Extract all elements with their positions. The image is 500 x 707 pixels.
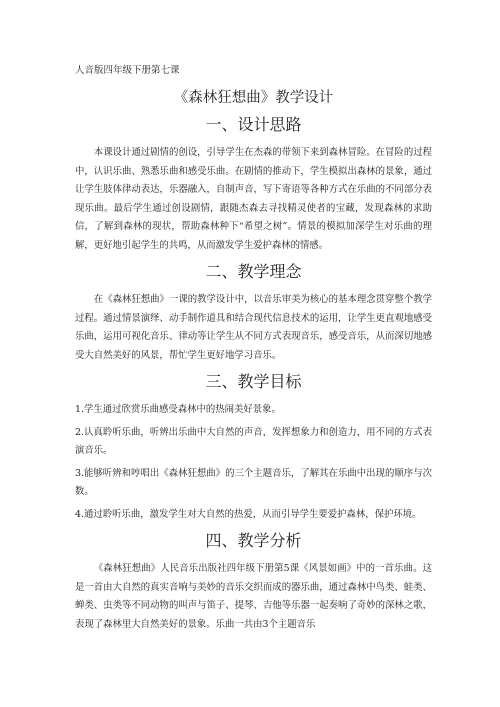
lesson-header: 人音版四年级下册第七课 bbox=[75, 65, 180, 76]
document-title: 《森林狂想曲》教学设计 bbox=[173, 90, 334, 106]
section-teaching-analysis bbox=[75, 530, 432, 634]
list-item: 4.通过聆听乐曲，激发学生对大自然的热爱，从而引导学生要爱护森林，保护环境。 bbox=[75, 508, 422, 520]
section-teaching-concept bbox=[75, 261, 432, 365]
section-heading: 四、教学分析 bbox=[205, 531, 302, 550]
section-teaching-goals bbox=[75, 371, 432, 524]
goal-list bbox=[75, 401, 432, 524]
paragraph: 《森林狂想曲》人民音乐出版社四年级下册第5课《风景如画》中的一首乐曲。这是一首由大自然的真实音响与美妙的音乐交织而成的器乐曲，通过森林中鸟类、蛙类、蝉类、虫类等不同动物的叫声与笛子、提琴、吉他等乐器一起奏响了奇妙的深林之歌，表现了森林里大自然美好的景象。乐曲一共由3个主题音乐 bbox=[75, 563, 432, 630]
paragraph: 本课设计通过剧情的创设，引导学生在杰森的带领下来到森林冒险。在冒险的过程中，认识乐曲、熟悉乐曲和感受乐曲。在剧情的推动下，学生模拟出森林的景象，通过让学生肢体律动表达，乐器融入，自制声音，写下寄语等各种方式在乐曲的不同部分表现乐曲。最后学生通过创设剧情，跟随杰森去寻找精灵使者的宝藏，发现森林的求助信，了解到森林的现状，帮助森林种下“希望之树”。情景的模拟加深学生对乐曲的理解，更好地引起学生的共鸣，从而激发学生爱护森林的情感。 bbox=[75, 147, 432, 251]
paragraph: 在《森林狂想曲》一课的教学设计中，以音乐审美为核心的基本理念贯穿整个教学过程。通过情景演绎、动手制作道具和结合现代信息技术的运用，让学生更直观地感受乐曲，运用可视化音乐、律动等让学生从不同方式表现音乐，感受音乐，从而深切地感受大自然美好的风景，帮忙学生更好地学习音乐。 bbox=[75, 294, 432, 361]
section-heading: 一、设计思路 bbox=[205, 115, 302, 134]
list-item: 3.能够听辨和哼唱出《森林狂想曲》的三个主题音乐，了解其在乐曲中出现的顺序与次数。 bbox=[75, 467, 432, 497]
section-heading: 二、教学理念 bbox=[205, 262, 302, 281]
section-design-idea bbox=[75, 114, 432, 255]
section-heading: 三、教学目标 bbox=[205, 372, 302, 391]
list-item: 2.认真聆听乐曲，听辨出乐曲中大自然的声音，发挥想象力和创造力，用不同的方式表演音乐。 bbox=[75, 426, 432, 456]
document-page bbox=[75, 64, 432, 640]
list-item: 1.学生通过欣赏乐曲感受森林中的热闹美好景象。 bbox=[75, 404, 281, 415]
